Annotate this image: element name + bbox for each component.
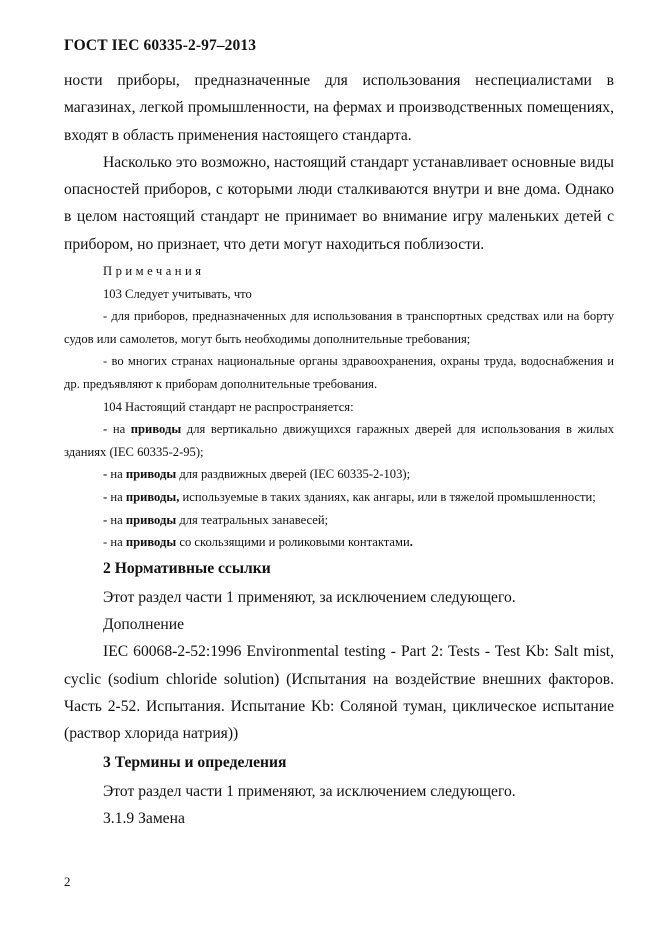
item-prefix: на xyxy=(110,512,126,527)
paragraph-hazards: Насколько это возможно, настоящий стандарт устанавливает основные виды опасностей приборов, с которыми люди сталкиваются внутри и вне дома. Однако в целом настоящий стандарт не принимает во внимание игру маленьких детей с прибором, но признает, что дети могут находиться поблизости. xyxy=(64,153,614,253)
note-104-item xyxy=(64,531,614,554)
item-text: для раздвижных дверей (IEC 60335-2-103); xyxy=(176,467,411,482)
item-bold-term: приводы xyxy=(125,535,177,550)
note-104-item xyxy=(64,418,614,463)
item-dash: - xyxy=(103,490,111,505)
note-103-intro: 103 Следует учитывать, что xyxy=(103,286,252,301)
section-2-addition: Дополнение xyxy=(103,616,185,634)
note-104-item xyxy=(64,509,614,532)
item-text: используемые в таких зданиях, как ангары, или в тяжелой промышленности; xyxy=(179,490,596,505)
item-prefix: на xyxy=(110,535,126,550)
note-104-item xyxy=(64,463,614,486)
item-dash: - xyxy=(103,535,111,550)
notes-heading: Примечания xyxy=(103,264,205,279)
item-bold-term: приводы xyxy=(130,422,182,437)
section-3-paragraph: Этот раздел части 1 применяют, за исключением следующего. xyxy=(103,782,516,800)
item-dash: - xyxy=(103,512,111,527)
item-text: для театральных занавесей; xyxy=(176,512,329,527)
document-header: ГОСТ IEC 60335-2-97–2013 xyxy=(64,37,257,54)
item-bold-term: приводы, xyxy=(125,490,180,505)
section-3-heading: 3 Термины и определения xyxy=(103,753,287,771)
section-3-replacement: 3.1.9 Замена xyxy=(103,809,185,827)
page-number: 2 xyxy=(64,874,71,889)
section-2-reference: IEC 60068-2-52:1996 Environmental testing - Part 2: Tests - Test Kb: Salt mist, cyclic (sodium chloride solution) (Испытания на воздействие внешних факторов. Часть 2-52. Испытания. Испытание Kb: Соляной туман, циклическое испытание (раствор хлорида натрия)) xyxy=(64,643,614,743)
note-104-intro: 104 Настоящий стандарт не распространяется: xyxy=(103,399,354,414)
note-103-item-vehicles: - для приборов, предназначенных для использования в транспортных средствах или на борту судов или самолетов, могут быть необходимы дополнительные требования; xyxy=(64,309,614,346)
note-104-item xyxy=(64,486,614,509)
item-end-period: . xyxy=(409,535,413,550)
item-text: для вертикально движущихся гаражных дверей для использования в жилых зданиях (IEC 60335-2-95); xyxy=(64,422,615,459)
item-bold-term: приводы xyxy=(125,512,177,527)
paragraph-scope-continuation: ности приборы, предназначенные для использования неспециалистами в магазинах, легкой промышленности, на фермах и производственных помещениях, входят в область применения настоящего стандарта. xyxy=(64,72,614,144)
note-103-item-authorities: - во многих странах национальные органы здравоохранения, охраны труда, водоснабжения и др. предъявляют к приборам дополнительные требования. xyxy=(64,354,614,392)
item-text: со скользящими и роликовыми контактами xyxy=(176,535,410,550)
section-2-paragraph: Этот раздел части 1 применяют, за исключением следующего. xyxy=(103,588,516,606)
item-dash: - xyxy=(103,467,111,482)
item-dash: - xyxy=(103,422,113,437)
document-body xyxy=(64,67,614,832)
item-prefix: на xyxy=(110,467,126,482)
item-bold-term: приводы xyxy=(125,467,177,482)
item-prefix: на xyxy=(110,490,126,505)
item-prefix: на xyxy=(112,422,131,437)
section-2-heading: 2 Нормативные ссылки xyxy=(103,559,271,577)
